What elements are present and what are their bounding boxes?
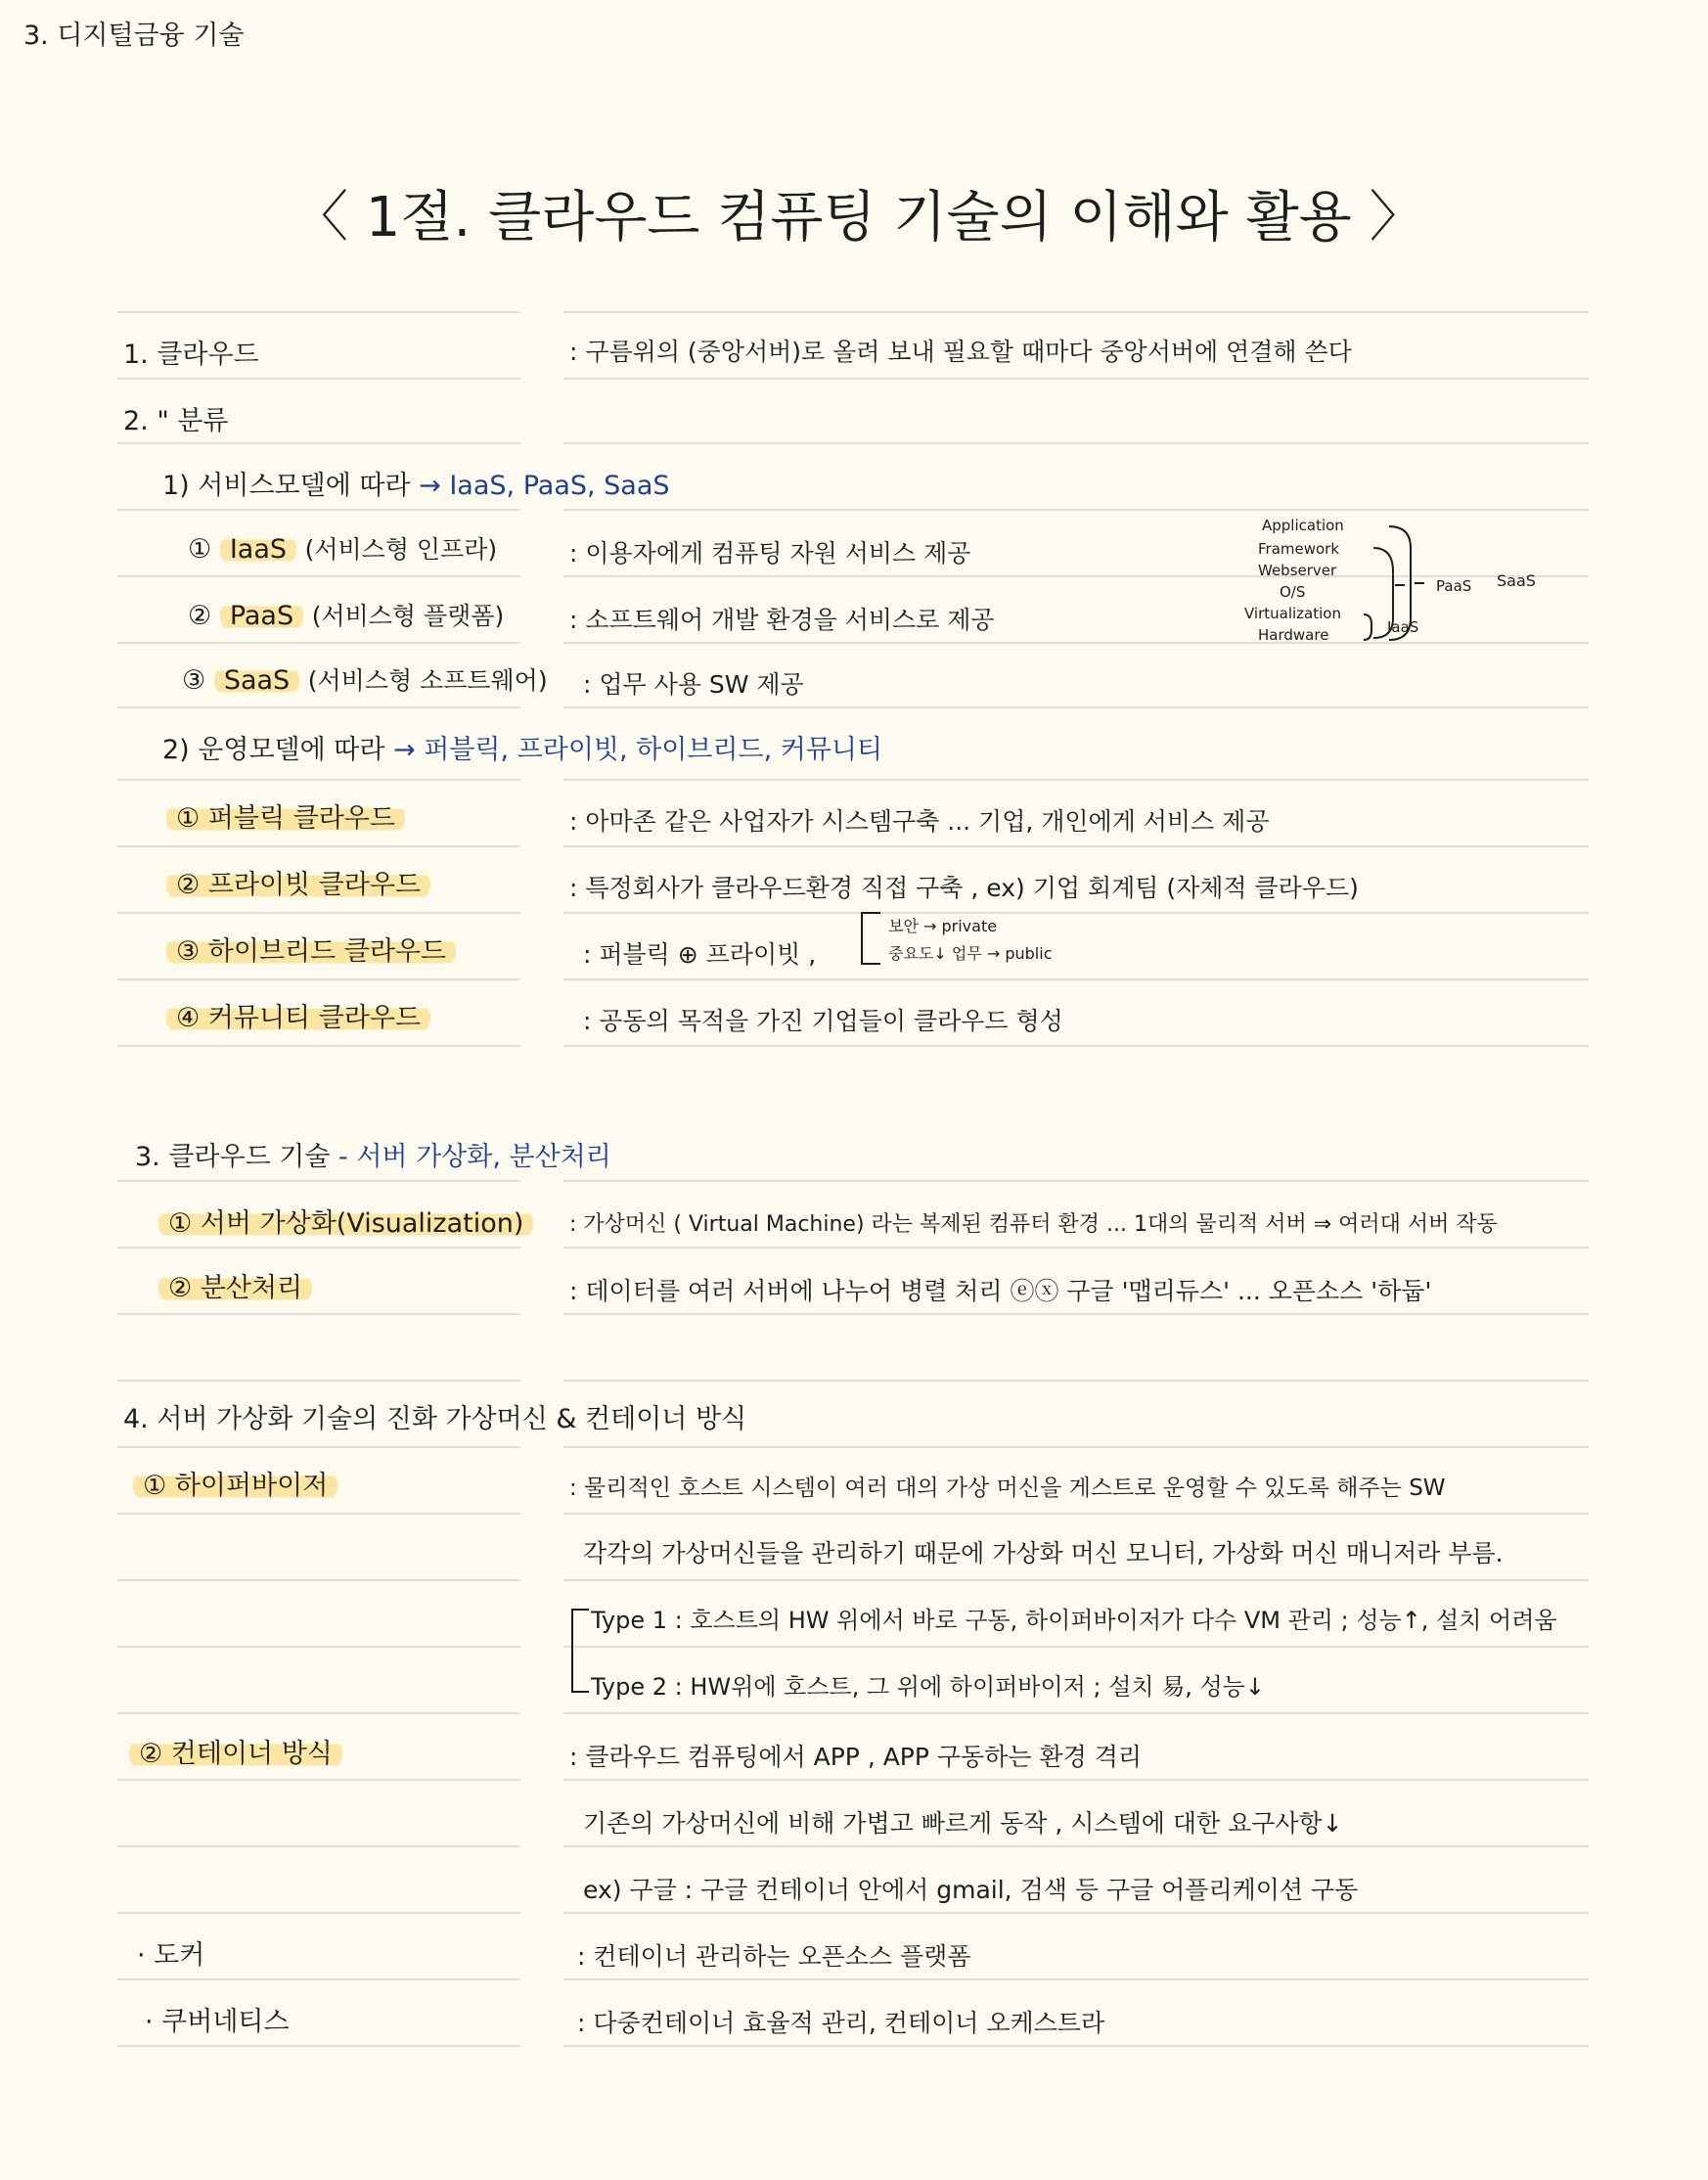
- docker-definition: : 컨테이너 관리하는 오픈소스 플랫폼: [577, 1942, 971, 1971]
- kubernetes-definition: : 다중컨테이너 효율적 관리, 컨테이너 오케스트라: [577, 2009, 1105, 2037]
- item-classification-label: 2. " 분류: [123, 406, 229, 436]
- stack-layer-application: Application: [1262, 517, 1344, 534]
- operation-model-heading: [162, 728, 882, 766]
- hypervisor-definition: : 물리적인 호스트 시스템이 여러 대의 가상 머신을 게스트로 운영할 수 있도록 해주는 SW: [569, 1476, 1446, 1501]
- stack-saas-label: SaaS: [1497, 571, 1536, 590]
- distributed-processing-highlight: ② 분산처리: [158, 1273, 312, 1303]
- saas-description: (서비스형 소프트웨어): [307, 666, 548, 695]
- operation-model-prefix: 2) 운영모델에 따라: [162, 735, 385, 765]
- server-virtualization-highlight: ① 서버 가상화(Visualization): [158, 1208, 533, 1239]
- container-method-highlight: ② 컨테이너 방식: [129, 1739, 342, 1769]
- hypervisor-type-bracket: [571, 1609, 589, 1693]
- community-cloud-highlight: ④ 커뮤니티 클라우드: [166, 1003, 430, 1033]
- container-method-example: ex) 구글 : 구글 컨테이너 안에서 gmail, 검색 등 구글 어플리케이션 구동: [583, 1876, 1359, 1904]
- item-cloud-definition: : 구름위의 (중앙서버)로 올려 보내 필요할 때마다 중앙서버에 연결해 쓴다: [569, 338, 1352, 366]
- hybrid-bracket: [861, 912, 880, 965]
- hybrid-cloud-definition: : 퍼블릭 ⊕ 프라이빗 ,: [583, 940, 817, 969]
- page-title: 〈 1절. 클라우드 컴퓨팅 기술의 이해와 활용 〉: [293, 186, 1424, 250]
- stack-layer-webserver: Webserver: [1258, 562, 1337, 579]
- operation-model-types: → 퍼블릭, 프라이빗, 하이브리드, 커뮤니티: [393, 735, 883, 765]
- public-cloud-highlight: ① 퍼블릭 클라우드: [166, 803, 405, 834]
- service-model-types: → IaaS, PaaS, SaaS: [419, 471, 670, 501]
- server-virtualization-definition: : 가상머신 ( Virtual Machine) 라는 복제된 컴퓨터 환경 ... 1대의 물리적 서버 ⇒ 여러대 서버 작동: [569, 1212, 1498, 1237]
- service-model-prefix: 1) 서비스모델에 따라: [162, 471, 411, 501]
- chapter-label: 3. 디지털금융 기술: [23, 21, 245, 51]
- section4-heading: 4. 서버 가상화 기술의 진화 가상머신 & 컨테이너 방식: [123, 1404, 747, 1434]
- hypervisor-note: 각각의 가상머신들을 관리하기 때문에 가상화 머신 모니터, 가상화 머신 매니저라 부름.: [583, 1539, 1504, 1567]
- hybrid-cloud-highlight: ③ 하이브리드 클라우드: [166, 936, 456, 967]
- hypervisor-label: [133, 1464, 337, 1502]
- kubernetes-label: · 쿠버네티스: [145, 2007, 290, 2037]
- stack-layer-framework: Framework: [1258, 540, 1340, 558]
- stack-layer-os: O/S: [1280, 583, 1306, 601]
- section3-heading: [135, 1135, 611, 1173]
- iaas-definition: : 이용자에게 컴퓨팅 자원 서비스 제공: [569, 539, 971, 568]
- paas-label: [188, 597, 504, 632]
- hybrid-note-security: 보안 → private: [888, 917, 998, 935]
- container-method-note: 기존의 가상머신에 비해 가볍고 빠르게 동작 , 시스템에 대한 요구사항↓: [583, 1809, 1343, 1838]
- paas-definition: : 소프트웨어 개발 환경을 서비스로 제공: [569, 606, 995, 634]
- paas-number: ②: [188, 601, 212, 631]
- iaas-description: (서비스형 인프라): [304, 535, 498, 564]
- stack-layer-virtualization: Virtualization: [1244, 605, 1341, 622]
- private-cloud-label: [166, 863, 430, 901]
- section3-subtitle: - 서버 가상화, 분산처리: [338, 1142, 611, 1172]
- item-cloud-label: 1. 클라우드: [123, 340, 259, 370]
- private-cloud-highlight: ② 프라이빗 클라우드: [166, 870, 430, 900]
- container-method-label: [129, 1732, 342, 1770]
- paas-description: (서비스형 플랫폼): [311, 602, 505, 630]
- section3-title: 3. 클라우드 기술: [135, 1142, 331, 1172]
- container-method-definition: : 클라우드 컴퓨팅에서 APP , APP 구동하는 환경 격리: [569, 1743, 1143, 1771]
- iaas-brace: [1364, 614, 1371, 640]
- public-cloud-label: [166, 796, 405, 835]
- distributed-processing-label: [158, 1266, 312, 1304]
- private-cloud-definition: : 특정회사가 클라우드환경 직접 구축 , ex) 기업 회계팀 (자체적 클라우드): [569, 874, 1359, 902]
- service-model-heading: [162, 464, 670, 502]
- iaas-number: ①: [188, 534, 212, 565]
- hybrid-cloud-label: [166, 930, 456, 968]
- hypervisor-highlight: ① 하이퍼바이저: [133, 1471, 337, 1501]
- stack-paas-label: PaaS: [1436, 577, 1472, 595]
- hypervisor-type1: Type 1 : 호스트의 HW 위에서 바로 구동, 하이퍼바이저가 다수 VM 관리 ; 성능↑, 설치 어려움: [591, 1607, 1557, 1634]
- iaas-label: [188, 530, 497, 566]
- stack-layer-hardware: Hardware: [1258, 626, 1329, 644]
- community-cloud-definition: : 공동의 목적을 가진 기업들이 클라우드 형성: [583, 1007, 1063, 1035]
- hybrid-note-importance: 중요도↓ 업무 → public: [888, 944, 1053, 963]
- community-cloud-label: [166, 996, 430, 1034]
- distributed-processing-definition: : 데이터를 여러 서버에 나누어 병렬 처리 ⓔⓧ 구글 '맵리듀스' ... 오픈소스 '하둡': [569, 1277, 1432, 1305]
- stack-iaas-label: IaaS: [1387, 618, 1419, 636]
- saas-definition: : 업무 사용 SW 제공: [583, 670, 804, 699]
- hypervisor-type2: Type 2 : HW위에 호스트, 그 위에 하이퍼바이저 ; 설치 易, 성능↓: [591, 1673, 1265, 1701]
- saas-label: [182, 661, 548, 697]
- server-virtualization-label: [158, 1202, 533, 1240]
- public-cloud-definition: : 아마존 같은 사업자가 시스템구축 ... 기업, 개인에게 서비스 제공: [569, 807, 1270, 836]
- paas-highlight: PaaS: [220, 601, 303, 631]
- docker-label: · 도커: [137, 1940, 205, 1971]
- saas-number: ③: [182, 665, 206, 696]
- iaas-highlight: IaaS: [220, 534, 296, 565]
- saas-highlight: SaaS: [214, 665, 299, 696]
